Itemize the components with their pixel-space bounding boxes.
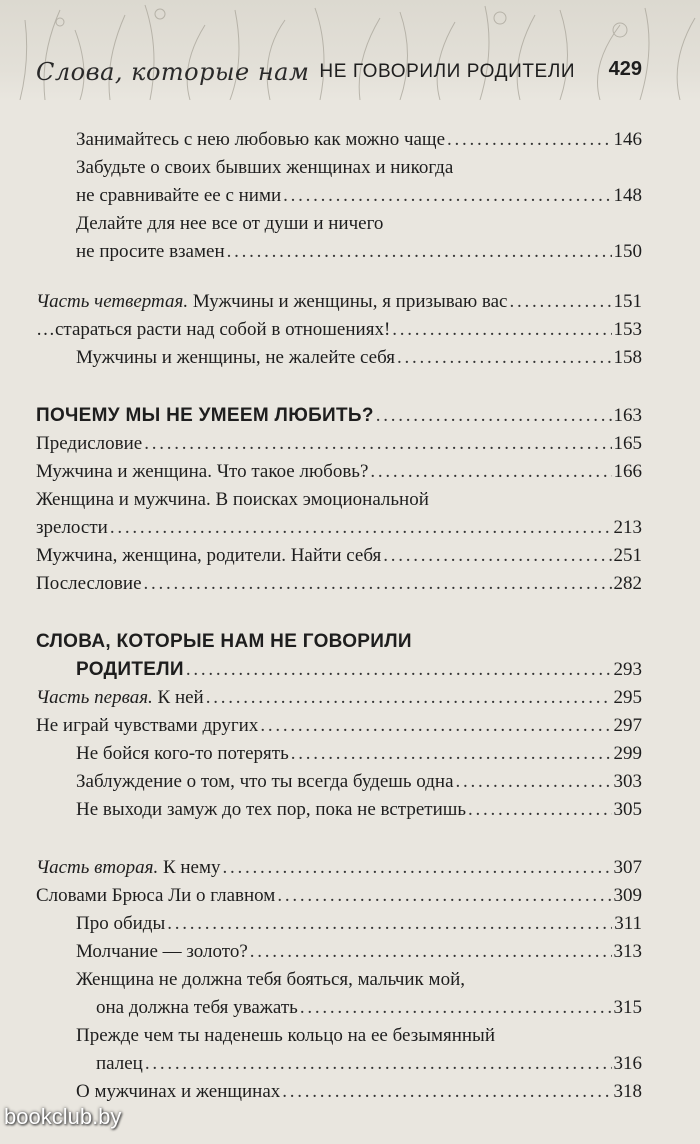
toc-entry-text: Словами Брюса Ли о главном [36,885,276,906]
dot-leader [468,796,611,824]
dot-leader [397,344,611,372]
toc-entry-text: Мужчина и женщина. Что такое любовь? [36,461,369,482]
toc-entry-page: 282 [613,573,642,594]
toc-entry-page: 316 [613,1053,642,1074]
dot-leader [144,570,612,598]
dot-leader [283,182,611,210]
toc-entry-page: 311 [614,913,642,934]
part-label: Часть вторая. [36,857,159,878]
toc-entry-page: 305 [613,799,642,820]
dot-leader [291,740,612,768]
dot-leader [145,1050,612,1078]
toc-entry [36,182,642,210]
toc-entry-page: 307 [613,857,642,878]
toc-entry [36,1050,642,1078]
section-title: РОДИТЕЛИ [76,659,184,680]
dot-leader [223,854,612,882]
toc-entry-text [36,854,221,882]
toc-entry-page: 163 [613,405,642,426]
dot-leader [250,938,612,966]
toc-entry [36,994,642,1022]
toc-entry [36,458,642,486]
toc-entry-page: 150 [613,241,642,262]
toc-entry [36,542,642,570]
toc-entry-page: 313 [613,941,642,962]
toc-entry-text: Мужчина, женщина, родители. Найти себя [36,545,382,566]
toc-entry-text: Про обиды [76,913,166,934]
toc-entry-page: 213 [613,517,642,538]
toc-entry-text: не просите взамен [76,241,225,262]
toc-entry-text: Мужчины и женщины, не жалейте себя [76,347,396,368]
toc-entry-page: 315 [613,997,642,1018]
toc-section-heading [36,656,642,684]
toc-entry-text: …стараться расти над собой в отношениях! [36,319,391,340]
toc-entry-page: 148 [613,185,642,206]
dot-leader [300,994,612,1022]
toc-entry-page: 146 [613,129,642,150]
toc-entry-page: 166 [613,461,642,482]
toc-entry-page: 309 [613,885,642,906]
toc-entry-text: не сравнивайте ее с ними [76,185,282,206]
toc-entry-page: 303 [613,771,642,792]
dot-leader [227,238,612,266]
toc-entry [36,938,642,966]
part-label: Часть первая. [36,687,153,708]
toc-entry-text: Послесловие [36,573,142,594]
toc-entry-line1: Прежде чем ты наденешь кольцо на ее безымянный [76,1025,495,1046]
toc-entry-page: 293 [613,659,642,680]
dot-leader [206,684,612,712]
toc-entry-text: палец [96,1053,143,1074]
toc-entry-text: зрелости [36,517,108,538]
toc-section-heading [36,402,642,430]
toc-entry-line1: Женщина не должна тебя бояться, мальчик мой, [76,969,465,990]
toc-entry-text: Не играй чувствами других [36,715,259,736]
part-label: Часть четвертая. [36,291,189,312]
dot-leader [376,402,612,430]
toc-entry-text: Не выходи замуж до тех пор, пока не встретишь [76,799,467,820]
toc-entry-page: 295 [613,687,642,708]
dot-leader [447,126,612,154]
toc-entry-page: 165 [613,433,642,454]
toc-entry [36,1078,642,1106]
toc-entry [36,768,642,796]
toc-entry-line1: Женщина и мужчина. В поисках эмоциональной [36,489,429,510]
toc-entry [36,570,642,598]
section-title: ПОЧЕМУ МЫ НЕ УМЕЕМ ЛЮБИТЬ? [36,405,374,426]
toc-entry [36,712,642,740]
watermark: bookclub.by [4,1104,122,1129]
toc-entry-text: О мужчинах и женщинах [76,1081,281,1102]
toc-entry-page: 251 [613,545,642,566]
dot-leader [167,910,612,938]
dot-leader [282,1078,611,1106]
toc-entry [36,882,642,910]
toc-entry-text [36,684,204,712]
dot-leader [144,430,611,458]
dot-leader [277,882,611,910]
dot-leader [370,458,611,486]
toc-entry-page: 299 [613,743,642,764]
toc-entry [36,910,642,938]
toc-entry [36,430,642,458]
toc-entry-text: Не бойся кого-то потерять [76,743,289,764]
toc-entry [36,796,642,824]
toc-entry [36,238,642,266]
toc-entry-line1: Забудьте о своих бывших женщинах и никогда [76,157,454,178]
page-number: 429 [608,58,642,80]
table-of-contents [36,126,642,1106]
toc-entry-page: 151 [613,291,642,312]
toc-entry-page: 153 [613,319,642,340]
dot-leader [383,542,611,570]
dot-leader [456,768,612,796]
dot-leader [186,656,612,684]
part-title: К нему [158,857,221,878]
toc-part-heading [36,854,642,882]
running-head [36,52,644,92]
toc-entry [36,514,642,542]
toc-entry-page: 318 [613,1081,642,1102]
toc-entry-page: 297 [613,715,642,736]
toc-entry-text: Заблуждение о том, что ты всегда будешь одна [76,771,454,792]
dot-leader [110,514,612,542]
dot-leader [260,712,611,740]
section-title-line1: СЛОВА, КОТОРЫЕ НАМ НЕ ГОВОРИЛИ [36,631,412,652]
toc-entry-text: Предисловие [36,433,143,454]
toc-entry [36,740,642,768]
toc-entry-text: она должна тебя уважать [96,997,298,1018]
dot-leader [392,316,611,344]
toc-entry [36,344,642,372]
part-title: Мужчины и женщины, я призываю вас [188,291,508,312]
part-title: К ней [152,687,204,708]
toc-part-heading [36,288,642,316]
dot-leader [509,288,611,316]
toc-entry-text: Молчание — золото? [76,941,248,962]
toc-entry-text: Занимайтесь с нею любовью как можно чаще [76,129,445,150]
running-head-script: Слова, которые нам [36,58,310,86]
toc-entry-text [36,288,507,316]
running-head-caps: НЕ ГОВОРИЛИ РОДИТЕЛИ [319,61,576,82]
toc-entry-line1: Делайте для нее все от души и ничего [76,213,384,234]
toc-entry [36,126,642,154]
toc-entry-page: 158 [613,347,642,368]
toc-entry [36,316,642,344]
toc-part-heading [36,684,642,712]
